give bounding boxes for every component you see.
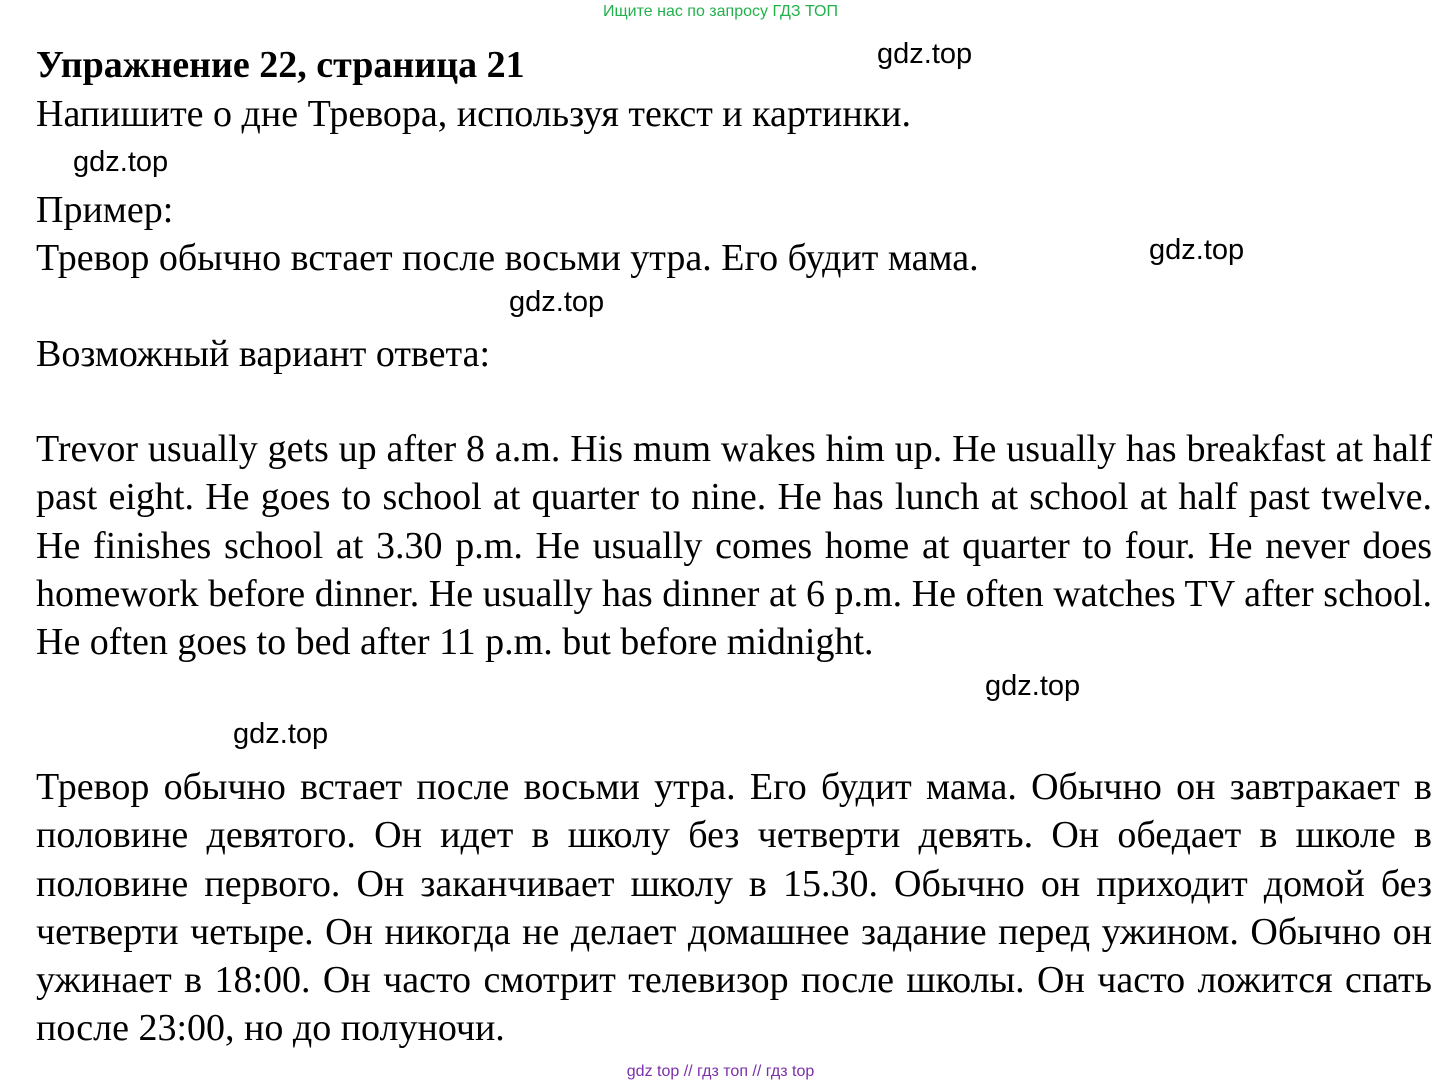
exercise-title: Упражнение 22, страница 21 <box>36 44 525 86</box>
answer-russian-paragraph: Тревор обычно встает после восьми утра. Его будит мама. Обычно он завтракает в половине девятого. Он идет в школу без четверти девять. Он обедает в школе в половине первого. Он заканчивает школу в 15.30. Обычно он приходит домой без четверти четыре. Он никогда не делает домашнее задание перед ужином. Обычно он ужинает в 18:00. Он часто смотрит телевизор после школы. Он часто ложится спать после 23:00, но до полуночи. <box>36 766 1432 1050</box>
footer-links: gdz top // гдз топ // гдз top <box>626 1063 815 1080</box>
watermark: gdz.top <box>509 286 605 318</box>
example-text: Тревор обычно встает после восьми утра. Его будит мама. <box>36 237 979 279</box>
watermark: gdz.top <box>73 146 169 178</box>
watermark: gdz.top <box>877 38 973 70</box>
watermark: gdz.top <box>985 670 1081 702</box>
answer-label: Возможный вариант ответа: <box>36 333 491 375</box>
example-label: Пример: <box>36 189 174 231</box>
watermark: gdz.top <box>233 718 329 750</box>
task-text: Напишите о дне Тревора, используя текст и картинки. <box>36 93 911 135</box>
watermark: gdz.top <box>1149 234 1245 266</box>
top-banner: Ищите нас по запросу ГДЗ ТОП <box>603 3 838 20</box>
answer-english-paragraph: Trevor usually gets up after 8 a.m. His mum wakes him up. He usually has breakfast at half past eight. He goes to school at quarter to nine. He has lunch at school at half past twelve. He finishes school at 3.30 p.m. He usually comes home at quarter to four. He never does homework before dinner. He usually has dinner at 6 p.m. He often watches TV after school. He often goes to bed after 11 p.m. but before midnight. <box>36 428 1432 664</box>
